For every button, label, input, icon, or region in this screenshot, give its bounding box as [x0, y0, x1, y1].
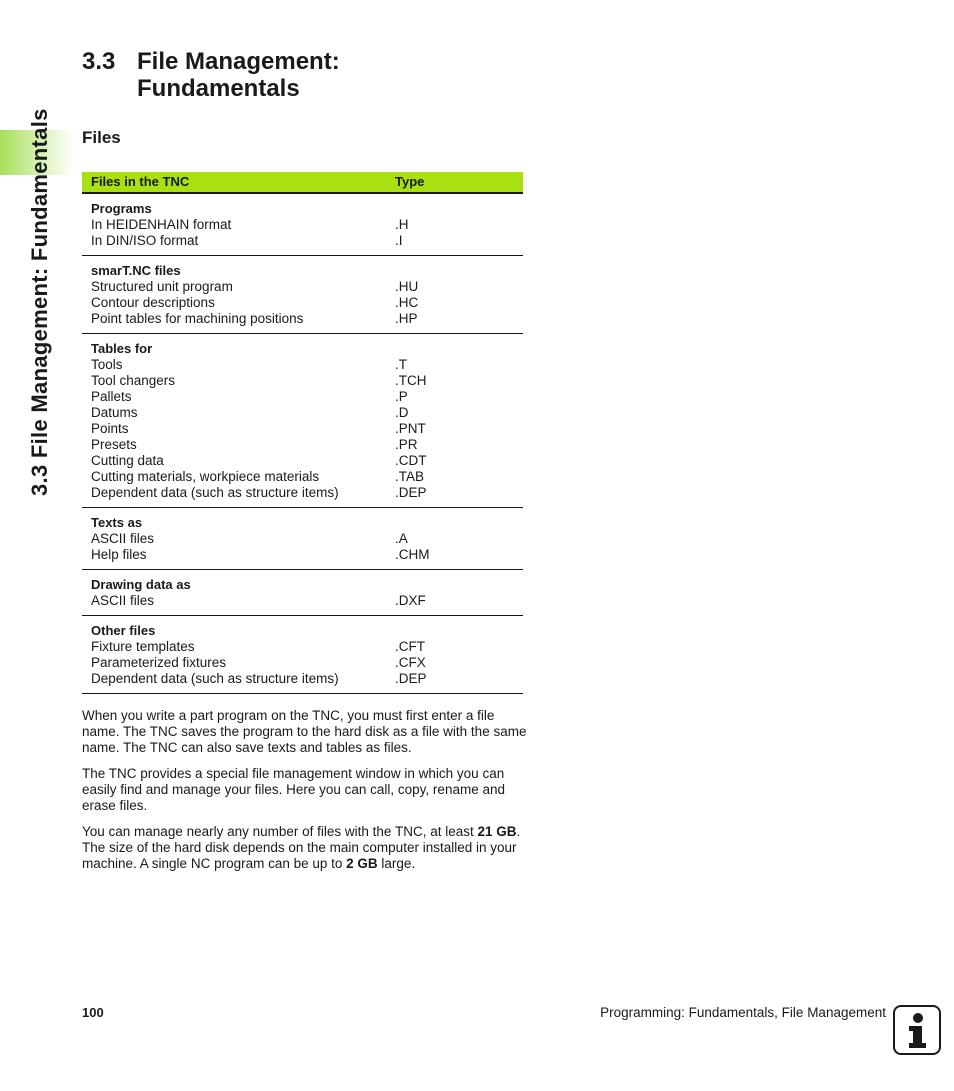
group-title: smarT.NC files [91, 263, 181, 278]
paragraph-2: The TNC provides a special file management window in which you can easily find and manage your files. Here you can call, copy, rename and erase files. [82, 766, 505, 813]
table-row [82, 485, 523, 501]
side-chapter-title: 3.3 File Management: Fundamentals [27, 108, 52, 496]
paragraph-3 [82, 824, 527, 872]
file-extension: .HP [395, 311, 418, 326]
file-description: Help files [91, 547, 147, 562]
table-row [82, 405, 523, 421]
file-extension: .H [395, 217, 409, 232]
section-number: 3.3 [82, 48, 116, 75]
table-group [82, 616, 523, 694]
file-extension: .CDT [395, 453, 427, 468]
file-extension: .CFX [395, 655, 426, 670]
file-extension: .PR [395, 437, 418, 452]
file-extension: .TAB [395, 469, 425, 484]
file-description: Parameterized fixtures [91, 655, 227, 670]
table-group [82, 194, 523, 256]
file-description: Point tables for machining positions [91, 311, 304, 326]
file-description: Dependent data (such as structure items) [91, 671, 339, 686]
table-row [82, 233, 523, 249]
header-files: Files in the TNC [91, 174, 190, 189]
file-extension: .TCH [395, 373, 427, 388]
table-row [82, 279, 523, 295]
file-extension: .A [395, 531, 408, 546]
p3-bold-size: 21 GB [477, 824, 517, 839]
header-type: Type [395, 174, 425, 189]
group-title: Drawing data as [91, 577, 191, 592]
table-group [82, 256, 523, 334]
table-row [82, 547, 523, 563]
footer-chapter: Programming: Fundamentals, File Management [600, 1005, 886, 1020]
file-extension: .DEP [395, 485, 427, 500]
table-row [82, 655, 523, 671]
file-description: Fixture templates [91, 639, 195, 654]
file-extension: .DEP [395, 671, 427, 686]
paragraph-1: When you write a part program on the TNC, you must first enter a file name. The TNC saves the program to the hard disk as a file with the same name. The TNC can also save texts and tables as files. [82, 708, 527, 755]
file-extension: .D [395, 405, 409, 420]
page-number: 100 [82, 1005, 104, 1020]
file-extension: .HC [395, 295, 419, 310]
file-extension: .I [395, 233, 403, 248]
group-title: Texts as [91, 515, 143, 530]
table-row [82, 531, 523, 547]
file-extension: .P [395, 389, 408, 404]
table-row [82, 593, 523, 609]
file-description: Tool changers [91, 373, 176, 388]
subsection-title: Files [82, 128, 121, 147]
file-description: In HEIDENHAIN format [91, 217, 232, 232]
file-extension: .CHM [395, 547, 430, 562]
p3-text-a: You can manage nearly any number of files with the TNC, at least [82, 824, 478, 839]
file-description: Points [91, 421, 129, 436]
table-row [82, 671, 523, 687]
table-group [82, 508, 523, 570]
info-icon [893, 1005, 941, 1055]
table-row [82, 389, 523, 405]
file-extension: .DXF [395, 593, 426, 608]
file-description: Structured unit program [91, 279, 233, 294]
section-title-line1: File Management: [137, 48, 340, 75]
file-description: Cutting data [91, 453, 164, 468]
table-group [82, 334, 523, 508]
group-title: Other files [91, 623, 156, 638]
file-description: Tools [91, 357, 123, 372]
table-header [82, 172, 523, 194]
file-types-table [82, 172, 523, 694]
file-extension: .HU [395, 279, 419, 294]
file-description: Pallets [91, 389, 132, 404]
file-description: Contour descriptions [91, 295, 215, 310]
table-row [82, 639, 523, 655]
section-heading [82, 48, 340, 102]
table-body [82, 194, 523, 694]
table-row [82, 453, 523, 469]
file-extension: .T [395, 357, 407, 372]
table-row [82, 421, 523, 437]
table-row [82, 373, 523, 389]
file-extension: .PNT [395, 421, 426, 436]
file-description: In DIN/ISO format [91, 233, 199, 248]
file-extension: .CFT [395, 639, 425, 654]
p3-text-c: . The size of the hard disk depends on the main computer installed in your machine. A single NC program can be up to [82, 824, 521, 871]
table-row [82, 469, 523, 485]
table-row [82, 217, 523, 233]
file-description: ASCII files [91, 593, 155, 608]
file-description: Presets [91, 437, 137, 452]
file-description: Datums [91, 405, 138, 420]
group-title: Programs [91, 201, 152, 216]
group-title: Tables for [91, 341, 153, 356]
table-row [82, 311, 523, 327]
table-row [82, 295, 523, 311]
file-description: ASCII files [91, 531, 155, 546]
file-description: Dependent data (such as structure items) [91, 485, 339, 500]
p3-bold-program-size: 2 GB [346, 856, 378, 871]
section-title-line2: Fundamentals [137, 75, 300, 102]
file-description: Cutting materials, workpiece materials [91, 469, 320, 484]
table-group [82, 570, 523, 616]
p3-text-e: large. [377, 856, 416, 871]
table-row [82, 437, 523, 453]
table-row [82, 357, 523, 373]
